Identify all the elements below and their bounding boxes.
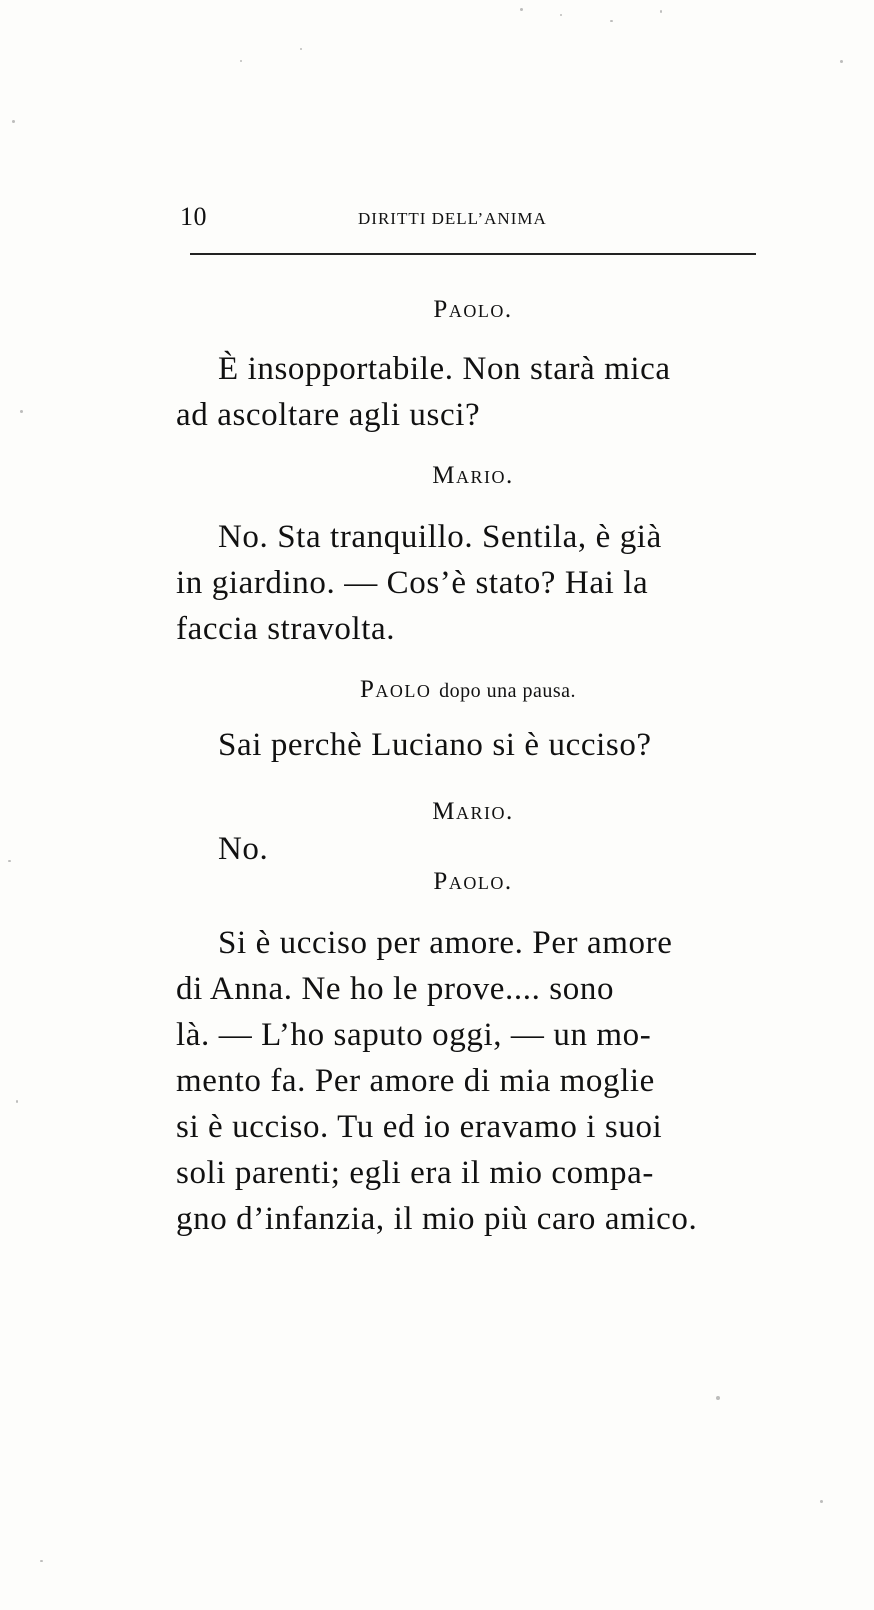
speaker-label: Mario. xyxy=(432,798,514,825)
speckle xyxy=(16,1100,18,1103)
speech-line xyxy=(176,606,760,652)
stage-direction: dopo una pausa. xyxy=(439,680,577,702)
speckle xyxy=(820,1500,823,1503)
speaker-name xyxy=(176,296,760,324)
speckle xyxy=(840,60,843,63)
speech-text: soli parenti; egli era il mio compa- xyxy=(176,1155,654,1191)
speaker-name xyxy=(176,868,760,896)
speech-text: in giardino. — Cos’è stato? Hai la xyxy=(176,565,649,601)
speech-line xyxy=(176,1150,760,1196)
header-rule xyxy=(190,253,756,255)
speaker-name xyxy=(176,676,760,704)
page-number: 10 xyxy=(180,202,207,231)
speaker-name xyxy=(176,798,760,826)
speckle xyxy=(716,1396,720,1400)
dialogue-block xyxy=(176,676,760,704)
speech-line xyxy=(176,1104,760,1150)
speckle xyxy=(40,1560,43,1562)
speckle xyxy=(520,8,523,11)
speckle xyxy=(20,410,23,413)
speckle xyxy=(12,120,15,123)
speech-text: Si è ucciso per amore. Per amore xyxy=(218,925,673,961)
speech-text: si è ucciso. Tu ed io eravamo i suoi xyxy=(176,1109,663,1145)
speech-text: ad ascoltare agli usci? xyxy=(176,397,481,433)
speech-text: faccia stravolta. xyxy=(176,611,396,647)
speech-line xyxy=(176,560,760,606)
page-header xyxy=(180,202,760,242)
dialogue-block xyxy=(176,868,760,896)
speech-text: No. Sta tranquillo. Sentila, è già xyxy=(218,519,662,555)
speech xyxy=(176,826,760,872)
running-title: DIRITTI DELL’ANIMA xyxy=(358,209,547,228)
speech xyxy=(176,722,760,768)
speckle xyxy=(300,48,302,50)
speech-text: gno d’infanzia, il mio più caro amico. xyxy=(176,1201,698,1237)
speech-text: di Anna. Ne ho le prove.... sono xyxy=(176,971,615,1007)
speech xyxy=(176,346,760,438)
speaker-label: Paolo. xyxy=(433,868,513,895)
speech-text: No. xyxy=(218,831,269,867)
dialogue-block xyxy=(176,296,760,324)
speech-text: È insopportabile. Non starà mica xyxy=(218,351,671,387)
speech-line xyxy=(176,966,760,1012)
speckle xyxy=(240,60,242,62)
speaker-label: Paolo xyxy=(359,676,432,703)
speaker-label: Mario. xyxy=(432,462,514,489)
speech-line xyxy=(176,1058,760,1104)
speech xyxy=(176,514,760,652)
speech-text: là. — L’ho saputo oggi, — un mo- xyxy=(176,1017,652,1053)
speaker-name xyxy=(176,462,760,490)
speech-line xyxy=(176,722,760,768)
speech-line xyxy=(176,346,760,392)
speckle xyxy=(660,10,662,13)
dialogue-block xyxy=(176,798,760,826)
speckle xyxy=(560,14,562,16)
speech-line xyxy=(176,1012,760,1058)
speckle xyxy=(610,20,613,22)
speech-text: mento fa. Per amore di mia moglie xyxy=(176,1063,655,1099)
speech-text: Sai perchè Luciano si è ucciso? xyxy=(218,727,652,763)
speaker-label: Paolo. xyxy=(433,296,513,323)
speech-line xyxy=(176,1196,760,1242)
speech-line xyxy=(176,920,760,966)
dialogue-block xyxy=(176,462,760,490)
speech-line xyxy=(176,392,760,438)
speech-line xyxy=(176,514,760,560)
speech-line xyxy=(176,826,760,872)
speckle xyxy=(8,860,11,862)
speech xyxy=(176,920,760,1242)
